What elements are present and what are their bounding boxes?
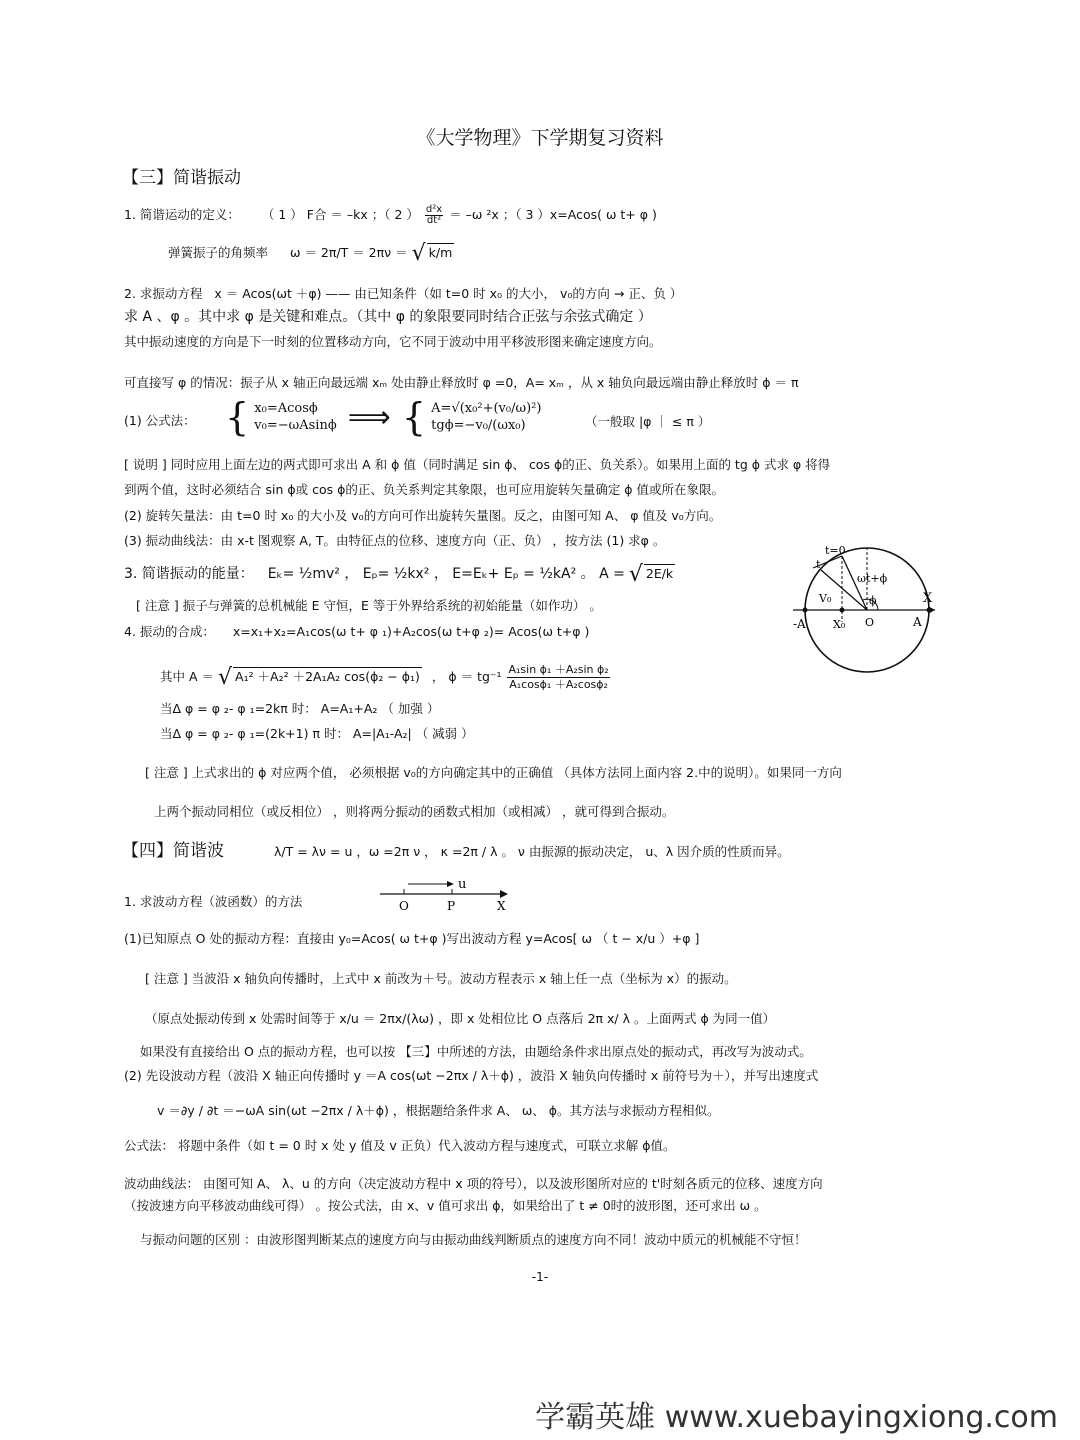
assume-wave-equation: (2) 先设波动方程（波沿 X 轴正向传播时 y ＝A cos(ωt −2πx / λ＋ϕ) ，波沿 X 轴负向传播时 x 前符号为＋），并写出速度式 [124, 1068, 819, 1083]
find-equation-label: 2. 求振动方程 [124, 286, 203, 301]
phase-formula: ， ϕ ＝ tg⁻¹ [431, 669, 502, 684]
energy-formula: Eₖ= ½mv² ， Eₚ= ½kx² ， E=Eₖ+ Eₚ = ½kA² 。 A = [267, 566, 625, 582]
in-phase-case: 当Δ φ = φ ₂- φ ₁=2kπ 时： A=A₁+A₂ （ 加强 ） [160, 701, 440, 716]
composition-note-1: [ 注意 ] 上式求出的 ϕ 对应两个值， 必须根据 v₀的方向确定其中的正确值 （具体方法同上面内容 2.中的说明）。如果同一方向 [145, 765, 842, 780]
find-equation-formula: x ＝ Acos(ωt ＋φ) —— 由已知条件（如 t=0 时 x₀ 的大小， v₀的方向 → 正、负 ） [214, 286, 683, 301]
label-p: P [447, 899, 456, 913]
site-watermark: 学霸英雄 www.xuebayingxiong.com [535, 1400, 1058, 1435]
sqrt-symbol: √ [628, 562, 643, 587]
label-a: A [913, 615, 922, 629]
angular-frequency-sqrt: k/m [428, 245, 453, 260]
phase-numerator: A₁sin ϕ₁ ＋A₂sin ϕ₂ [508, 663, 609, 676]
wave-heading-formula: λ/T = λν = u ，ω =2π ν ， κ =2π / λ 。 ν 由振源的振动决定， u、λ 因介质的性质而异。 [273, 844, 790, 859]
second-derivative-denominator: dt² [426, 215, 442, 226]
energy-note: [ 注意 ] 振子与弹簧的总机械能 E 守恒，E 等于外界给系统的初始能量（如作功） 。 [136, 598, 602, 613]
formula-method-label: (1) 公式法： [124, 413, 196, 428]
label-v0: V₀ [819, 592, 832, 605]
amplitude-phase-line [160, 663, 612, 692]
point-a [927, 608, 932, 613]
find-equation-line-2: 求 A 、φ 。其中求 φ 是关键和难点。（其中 φ 的象限要同时结合正弦与余弦式确定 ） [124, 309, 652, 325]
propagation-time-note: （原点处振动传到 x 处需时间等于 x/u ＝ 2πx/(λω) ，即 x 处相位比 O 点落后 2π x/ λ 。上面两式 ϕ 为同一值） [145, 1011, 776, 1026]
composition-line [124, 623, 589, 641]
shm-definition-label: 1. 简谐运动的定义： [124, 207, 240, 222]
anti-phase-case: 当Δ φ = φ ₂- φ ₁=(2k+1) π 时： A=|A₁-A₂| （ 减弱 ） [160, 726, 474, 741]
rotating-vector-diagram [785, 540, 945, 690]
composition-note-2: 上两个振动同相位（或反相位） ，则将两分振动的函数式相加（或相减） ，就可得到合振动。 [154, 804, 675, 819]
wave-heading-line [122, 842, 790, 861]
velocity-direction-note: 其中振动速度的方向是下一时刻的位置移动方向，它不同于波动中用平移波形图来确定速度方向。 [124, 334, 662, 349]
amplitude-prefix: 其中 A ＝ [160, 669, 214, 684]
energy-label: 3. 简谐振动的能量： [124, 566, 254, 582]
label-u: u [458, 877, 467, 892]
label-o: O [399, 899, 409, 913]
implies-arrow: ⟹ [347, 399, 391, 435]
page-number: -1- [531, 1270, 549, 1284]
shm-definition-formula-a: （ 1 ） F合 ＝ –kx ；（ 2 ） [261, 207, 419, 222]
wave-curve-method-1: 波动曲线法： 由图可知 A、 λ、u 的方向（决定波动方程中 x 项的符号），以及波形图所对应的 t'时刻各质元的位移、速度方向 [124, 1176, 823, 1191]
left-brace: { [225, 395, 250, 439]
find-equation-line [124, 285, 682, 303]
explanation-line-1: [ 说明 ] 同时应用上面左边的两式即可求出 A 和 ϕ 值（同时满足 sin ϕ、 cos ϕ的正、负关系）。如果用上面的 tg ϕ 式求 φ 将得 [124, 457, 831, 472]
label-t: t [816, 558, 821, 571]
wave-speed-arrowhead [447, 881, 454, 887]
energy-line [124, 562, 675, 587]
label-t0: t=0 [825, 544, 846, 557]
angular-frequency-formula: ω ＝ 2π/T ＝ 2πν ＝ [290, 245, 408, 260]
no-origin-equation-note: 如果没有直接给出 O 点的振动方程，也可以按 【三】中所述的方法，由题给条件求出原点处的振动式，再改写为波动式。 [140, 1044, 812, 1059]
right-brace: { [401, 395, 427, 439]
explanation-line-2: 到两个值，这时必须结合 sin ϕ或 cos ϕ的正、负关系判定其象限，也可应用旋转矢量确定 ϕ 值或所在象限。 [124, 482, 725, 497]
label-x0: X₀ [833, 618, 846, 631]
system-right [431, 400, 541, 434]
point-x0 [840, 608, 845, 613]
direct-phase-cases: 可直接写 φ 的情况：振子从 x 轴正向最远端 xₘ 处由静止释放时 φ =0，A= xₘ ，从 x 轴负向最远端由静止释放时 ϕ ＝ π [124, 375, 799, 390]
point-neg-a [803, 608, 808, 613]
label-x-axis: X [923, 591, 933, 606]
energy-sqrt: 2E/k [645, 566, 674, 581]
rotating-vector-method: (2) 旋转矢量法：由 t=0 时 x₀ 的大小及 v₀的方向可作出旋转矢量图。反之，由图可知 A、 φ 值及 v₀方向。 [124, 508, 722, 523]
composition-formula: x=x₁+x₂=A₁cos(ω t+ φ ₁)+A₂cos(ω t+φ ₂)= Acos(ω t+φ ) [232, 624, 590, 639]
difference-from-vibration: 与振动问题的区别 ：由波形图判断某点的速度方向与由振动曲线判断质点的速度方向不同！波动中质元的机械能不守恒！ [140, 1232, 807, 1247]
wave-equation-method-title: 1. 求波动方程（波函数）的方法 [124, 894, 303, 909]
system-right-eq2: tgϕ=−v₀/(ωx₀) [431, 418, 526, 433]
velocity-equation: v ＝∂y / ∂t ＝−ωA sin(ωt −2πx / λ＋ϕ) ，根据题给条件求 A、 ω、 ϕ。其方法与求振动方程相似。 [157, 1103, 720, 1118]
angular-frequency-line [168, 241, 454, 266]
shm-definition-formula-b: ＝ –ω ²x ；（ 3 ）x=Acos( ω t+ φ ) [449, 207, 657, 222]
second-derivative-fraction [425, 205, 443, 226]
shm-definition-line [124, 205, 657, 226]
label-origin: O [865, 616, 875, 629]
wave-axis-diagram [380, 872, 520, 914]
label-neg-a: -A [793, 617, 806, 631]
label-x: X [497, 899, 506, 913]
amplitude-sqrt: A₁² ＋A₂² ＋2A₁A₂ cos(ϕ₂ − ϕ₁) [235, 669, 420, 684]
label-phi: ϕ [869, 594, 877, 607]
wave-axis-arrowhead [500, 890, 508, 898]
sqrt-symbol: √ [217, 665, 233, 690]
section-heading-shm: 【三】简谐振动 [122, 168, 241, 188]
system-right-eq1: A=√(x₀²+(v₀/ω)²) [431, 401, 542, 416]
phase-denominator: A₁cosϕ₁ ＋A₂cosϕ₂ [509, 678, 608, 691]
system-left-eq2: v₀=−ωAsinϕ [254, 418, 337, 433]
system-left [254, 400, 336, 434]
wave-curve-method-2: （按波速方向平移波动曲线可得） 。按公式法，由 x、v 值可求出 ϕ，如果给出了 t ≠ 0时的波形图，还可求出 ω 。 [124, 1198, 767, 1213]
phase-range-note: （一般取 |φ ｜ ≤ π ） [585, 414, 711, 429]
formula-method-system [225, 395, 542, 439]
origin-vibration-method: (1)已知原点 O 处的振动方程：直接由 y₀=Acos( ω t+φ )写出波动方程 y=Acos[ ω （ t − x/u ）+φ ] [124, 931, 700, 946]
sqrt-symbol: √ [411, 241, 426, 266]
wave-formula-method: 公式法： 将题中条件（如 t = 0 时 x 处 y 值及 v 正负）代入波动方程与速度式，可联立求解 ϕ值。 [124, 1138, 676, 1153]
system-left-eq1: x₀=Acosϕ [254, 401, 318, 416]
second-derivative-numerator: d²x [425, 204, 443, 215]
negative-direction-note: [ 注意 ] 当波沿 x 轴负向传播时，上式中 x 前改为＋号。波动方程表示 x 轴上任一点（坐标为 x）的振动。 [145, 971, 737, 986]
vibration-curve-method: (3) 振动曲线法：由 x-t 图观察 A, T。由特征点的位移、速度方向（正、负） ，按方法 (1) 求φ 。 [124, 533, 666, 548]
section-heading-wave: 【四】简谐波 [122, 841, 224, 861]
phase-fraction [507, 663, 609, 692]
page-title: 《大学物理》下学期复习资料 [416, 127, 664, 149]
composition-label: 4. 振动的合成： [124, 624, 215, 639]
angular-frequency-label: 弹簧振子的角频率 [168, 245, 269, 260]
label-angle: ωt+ϕ [857, 572, 888, 585]
